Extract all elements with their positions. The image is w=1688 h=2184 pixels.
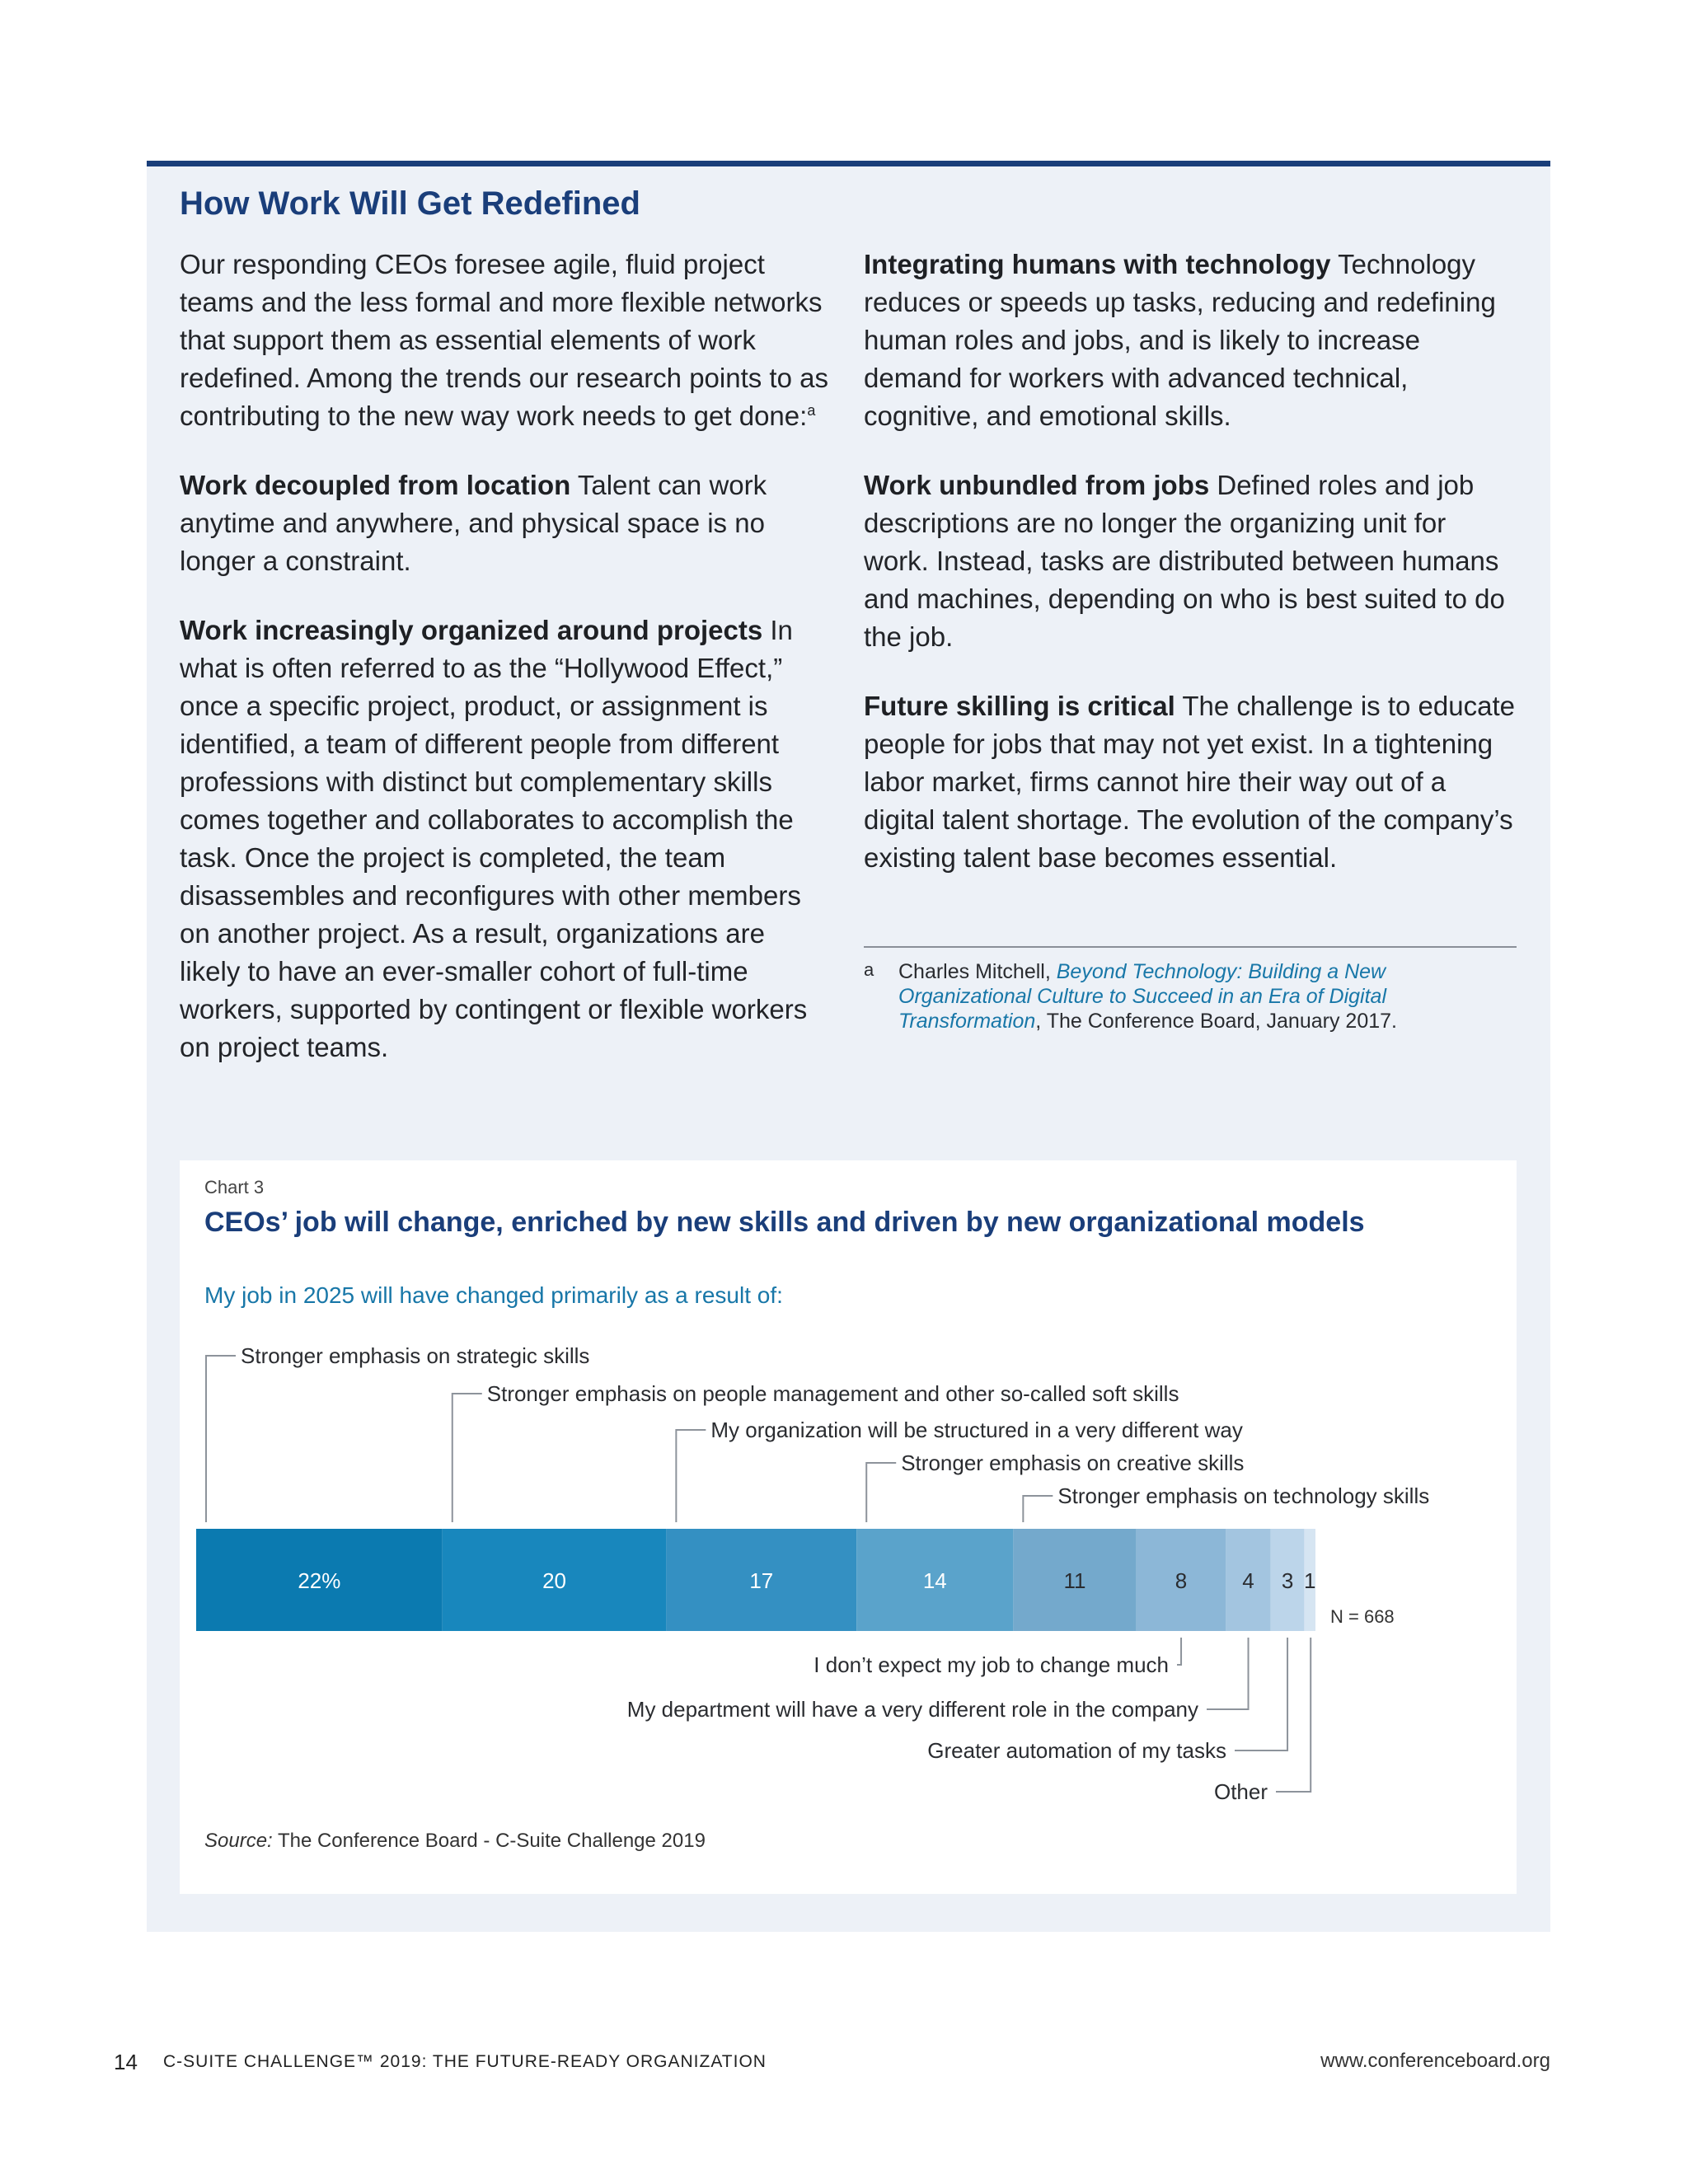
source-text: The Conference Board - C-Suite Challenge 2019 bbox=[272, 1830, 706, 1852]
footer-url[interactable]: www.conferenceboard.org bbox=[1320, 2050, 1550, 2072]
bar-value-label: 8 bbox=[1175, 1568, 1188, 1593]
bar-value-label: 1 bbox=[1303, 1568, 1316, 1593]
footnote-link[interactable]: Beyond Technology: Building a New Organizational Culture to Succeed in an Era of Digital Transformation bbox=[898, 960, 1386, 1033]
intro-paragraph bbox=[180, 246, 831, 435]
trend-paragraph bbox=[180, 612, 831, 1066]
category-label: I don’t expect my job to change much bbox=[814, 1652, 1169, 1677]
category-label: Stronger emphasis on people management and other so-called soft skills bbox=[486, 1381, 1179, 1406]
category-label: My department will have a very different role in the company bbox=[626, 1697, 1198, 1722]
bar-value-label: 11 bbox=[1063, 1568, 1086, 1593]
leader-line bbox=[1276, 1638, 1311, 1792]
category-label: My organization will be structured in a very different way bbox=[710, 1418, 1243, 1442]
bar-value-label: 20 bbox=[542, 1568, 567, 1593]
category-label: Stronger emphasis on strategic skills bbox=[241, 1343, 590, 1368]
section-top-rule bbox=[147, 161, 1550, 166]
category-label: Stronger emphasis on technology skills bbox=[1057, 1483, 1430, 1508]
trend-paragraph bbox=[180, 466, 831, 580]
page-number: 14 bbox=[114, 2050, 138, 2074]
leader-line bbox=[1023, 1496, 1053, 1522]
leader-line bbox=[1207, 1638, 1249, 1709]
bar-value-label: 14 bbox=[922, 1568, 947, 1593]
trend-heading: Future skilling is critical bbox=[864, 691, 1175, 721]
trend-text: Defined roles and job descriptions are no longer the organizing unit for work. Instead, tasks are distributed between humans and machines, depending on who is best suited to do the job. bbox=[864, 470, 1505, 652]
footnote-mark: a bbox=[864, 959, 874, 980]
chart-label: Chart 3 bbox=[204, 1177, 265, 1197]
footnote-text bbox=[898, 959, 1517, 1033]
leader-line bbox=[676, 1430, 706, 1522]
chart-subtitle: My job in 2025 will have changed primarily as a result of: bbox=[204, 1282, 783, 1308]
bar-value-label: 22% bbox=[298, 1568, 341, 1593]
source-prefix: Source: bbox=[204, 1830, 273, 1852]
chart-source bbox=[204, 1830, 706, 1853]
footnote-rule bbox=[864, 946, 1517, 948]
intro-text: Our responding CEOs foresee agile, fluid project teams and the less formal and more flexible networks that support them as essential elements of work redefined. Among the trends our research points to as contributing to the new way work needs to get done: bbox=[180, 249, 828, 431]
bar-value-label: 3 bbox=[1281, 1568, 1294, 1593]
bar-value-label: 4 bbox=[1242, 1568, 1254, 1593]
trend-heading: Integrating humans with technology bbox=[864, 249, 1331, 279]
trend-heading: Work increasingly organized around projects bbox=[180, 615, 763, 645]
footnote bbox=[864, 959, 1517, 1033]
category-label: Stronger emphasis on creative skills bbox=[901, 1451, 1245, 1475]
right-column bbox=[864, 246, 1515, 908]
leader-line bbox=[866, 1463, 896, 1522]
leader-line bbox=[206, 1356, 236, 1522]
trend-heading: Work unbundled from jobs bbox=[864, 470, 1210, 500]
section-title: How Work Will Get Redefined bbox=[180, 185, 640, 222]
leader-line bbox=[1177, 1638, 1181, 1665]
category-label: Greater automation of my tasks bbox=[927, 1738, 1226, 1763]
chart-title: CEOs’ job will change, enriched by new skills and driven by new organizational models bbox=[204, 1207, 1365, 1238]
trend-paragraph bbox=[864, 466, 1515, 656]
sample-size-label: N = 668 bbox=[1330, 1606, 1395, 1627]
trend-text: Talent can work anytime and anywhere, and physical space is no longer a constraint. bbox=[180, 470, 767, 576]
trend-heading: Work decoupled from location bbox=[180, 470, 571, 500]
trend-text: In what is often referred to as the “Hollywood Effect,” once a specific project, product, or assignment is identified, a team of different people from different professions with distinct but complementary skills comes together and collaborates to accomplish the task. Once the project is completed, the team disassembles and reconfigures with other members on another project. As a result, organizations are likely to have an ever-smaller cohort of full-time workers, supported by contingent or flexible workers on project teams. bbox=[180, 615, 808, 1062]
footnote-author: Charles Mitchell, bbox=[898, 960, 1057, 983]
footnote-rest: , The Conference Board, January 2017. bbox=[1035, 1010, 1397, 1033]
trend-paragraph bbox=[864, 246, 1515, 435]
leader-line bbox=[452, 1394, 482, 1522]
bar-value-label: 17 bbox=[749, 1568, 774, 1593]
chart-container bbox=[180, 1160, 1517, 1894]
publication-title: C-SUITE CHALLENGE™ 2019: THE FUTURE-READY ORGANIZATION bbox=[163, 2052, 767, 2071]
footnote-ref: a bbox=[807, 402, 816, 419]
trend-text: The challenge is to educate people for jobs that may not yet exist. In a tightening labor market, firms cannot hire their way out of a digital talent shortage. The evolution of the company’s existing talent base becomes essential. bbox=[864, 691, 1515, 873]
category-label: Other bbox=[1213, 1779, 1268, 1804]
stacked-bar-chart bbox=[180, 1160, 1517, 1894]
trend-paragraph bbox=[864, 687, 1515, 877]
leader-line bbox=[1235, 1638, 1287, 1750]
left-column bbox=[180, 246, 831, 1098]
trend-text: Technology reduces or speeds up tasks, reducing and redefining human roles and jobs, and is likely to increase demand for workers with advanced technical, cognitive, and emotional skills. bbox=[864, 249, 1496, 431]
